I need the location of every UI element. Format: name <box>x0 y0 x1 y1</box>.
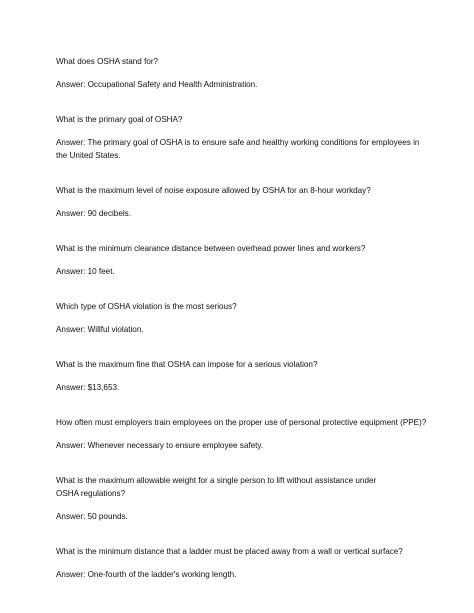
answer-5: Answer: Willful violation. <box>56 325 144 334</box>
section-gap <box>56 220 420 242</box>
spacer <box>56 558 420 568</box>
section-gap <box>56 91 420 113</box>
qa-item-7 <box>56 416 427 452</box>
question-1: What does OSHA stand for? <box>56 57 159 66</box>
qa-item-9 <box>56 545 420 581</box>
section-gap <box>56 162 420 184</box>
answer-8: Answer: 50 pounds. <box>56 512 128 521</box>
qa-item-1 <box>56 55 420 91</box>
question-2: What is the primary goal of OSHA? <box>56 115 183 124</box>
question-5: Which type of OSHA violation is the most serious? <box>56 302 237 311</box>
qa-item-8 <box>56 474 420 523</box>
section-gap <box>56 523 420 545</box>
spacer <box>56 371 420 381</box>
answer-2: Answer: The primary goal of OSHA is to ensure safe and healthy working conditions for employees in the United States. <box>56 138 420 160</box>
section-gap <box>56 278 420 300</box>
spacer <box>56 255 420 265</box>
qa-item-6 <box>56 358 420 394</box>
spacer <box>56 68 420 78</box>
answer-9: Answer: One-fourth of the ladder's working length. <box>56 570 237 579</box>
section-gap <box>56 394 420 416</box>
answer-3: Answer: 90 decibels. <box>56 209 131 218</box>
spacer <box>56 429 420 439</box>
section-gap <box>56 336 420 358</box>
spacer <box>56 126 420 136</box>
qa-item-2 <box>56 113 420 162</box>
qa-item-4 <box>56 242 420 278</box>
question-6: What is the maximum fine that OSHA can impose for a serious violation? <box>56 360 318 369</box>
answer-6: Answer: $13,653. <box>56 383 120 392</box>
question-3: What is the maximum level of noise exposure allowed by OSHA for an 8-hour workday? <box>56 186 371 195</box>
qa-item-3 <box>56 184 420 220</box>
answer-1: Answer: Occupational Safety and Health Administration. <box>56 80 258 89</box>
question-9: What is the minimum distance that a ladder must be placed away from a wall or vertical surface? <box>56 547 403 556</box>
spacer <box>56 197 420 207</box>
section-gap <box>56 452 420 474</box>
qa-item-5 <box>56 300 420 336</box>
spacer <box>56 313 420 323</box>
answer-4: Answer: 10 feet. <box>56 267 115 276</box>
question-4: What is the minimum clearance distance between overhead power lines and workers? <box>56 244 366 253</box>
qa-list <box>56 55 427 581</box>
answer-7: Answer: Whenever necessary to ensure employee safety. <box>56 441 264 450</box>
question-7: How often must employers train employees on the proper use of personal protective equipment (PPE)? <box>56 418 427 427</box>
spacer <box>56 500 420 510</box>
question-8: What is the maximum allowable weight for a single person to lift without assistance under OSHA regulations? <box>56 476 377 498</box>
